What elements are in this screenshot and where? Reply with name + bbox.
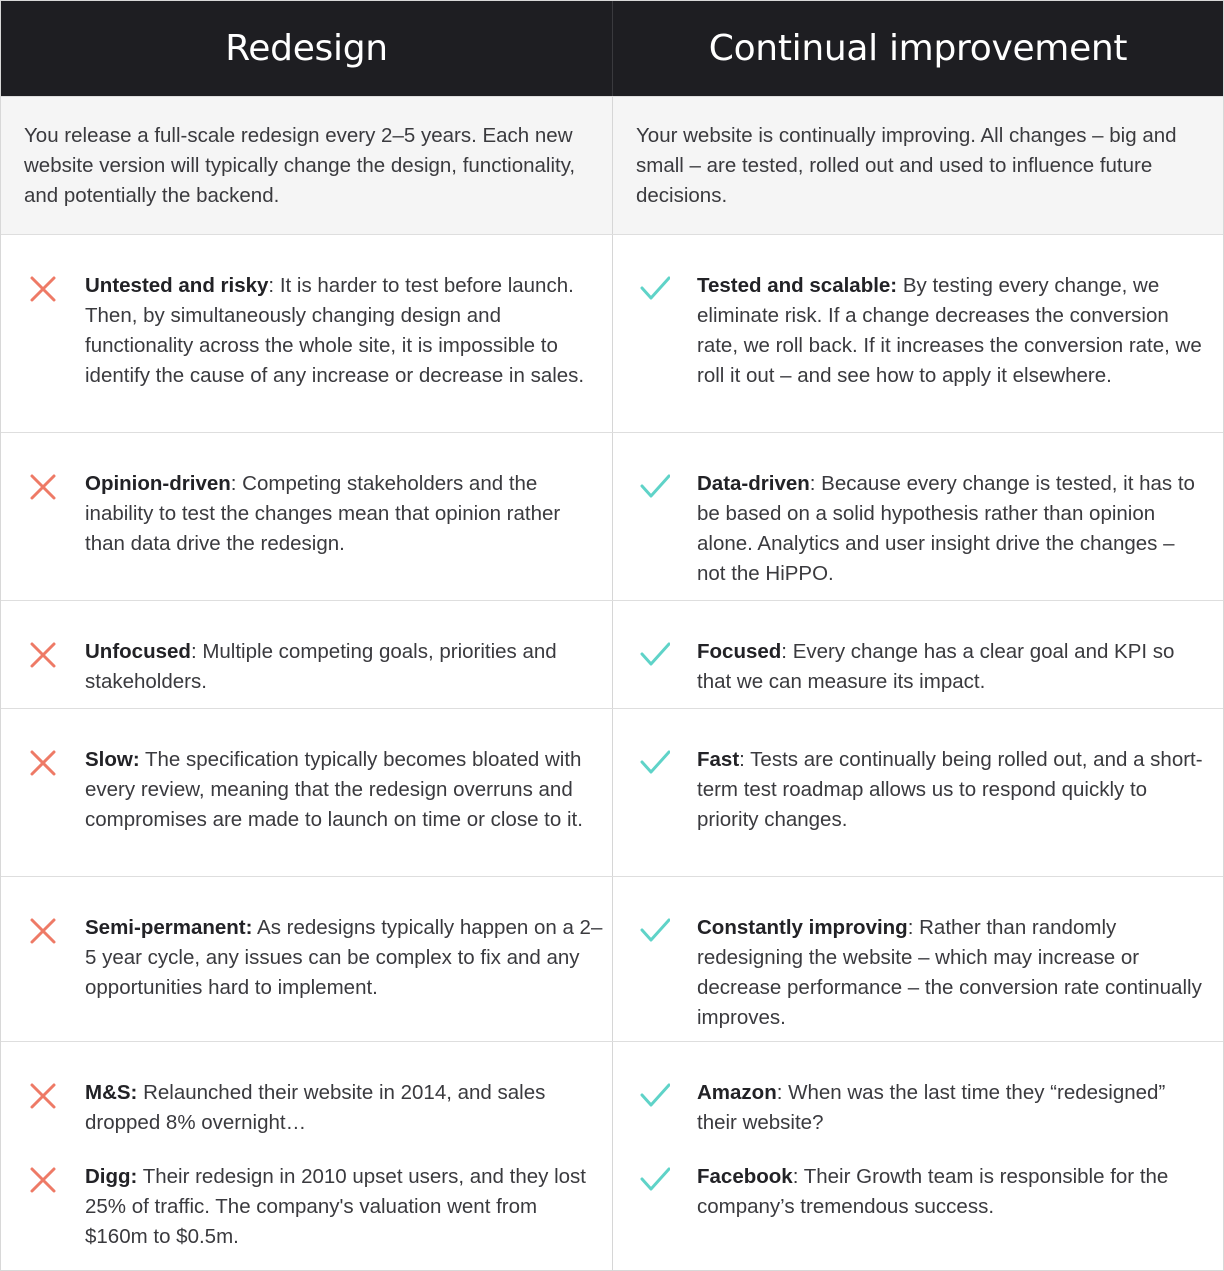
check-icon bbox=[640, 916, 670, 946]
table-header bbox=[1, 1, 1223, 96]
comparison-row bbox=[1, 433, 1223, 601]
continual-improvement-cell bbox=[613, 877, 1223, 1041]
intro-row bbox=[1, 96, 1223, 235]
continual-improvement-cell bbox=[613, 709, 1223, 876]
item-description: The specification typically becomes bloated with every review, meaning that the redesign overruns and compromises are made to launch on time or close to it. bbox=[85, 748, 583, 831]
intro-cell-redesign bbox=[1, 97, 613, 234]
redesign-cell bbox=[1, 709, 613, 876]
item-text bbox=[85, 271, 605, 391]
item-description: : Rather than randomly redesigning the website – which may increase or decrease performance – the conversion rate continually improves. bbox=[697, 916, 1202, 1029]
item-text bbox=[697, 1078, 1207, 1138]
item-term: M&S: bbox=[85, 1081, 138, 1104]
comparison-row bbox=[1, 235, 1223, 433]
item-term: Unfocused bbox=[85, 640, 191, 663]
item-term: Slow: bbox=[85, 748, 140, 771]
continual-improvement-cell bbox=[613, 1042, 1223, 1271]
check-icon bbox=[640, 640, 670, 670]
continual-improvement-cell bbox=[613, 433, 1223, 600]
comparison-row bbox=[1, 877, 1223, 1042]
redesign-cell bbox=[1, 1042, 613, 1271]
cross-icon bbox=[28, 1081, 58, 1111]
cross-icon bbox=[28, 472, 58, 502]
cross-icon bbox=[28, 1165, 58, 1195]
column-title-continual-improvement: Continual improvement bbox=[708, 28, 1128, 69]
redesign-cell bbox=[1, 433, 613, 600]
item-description: By testing every change, we eliminate risk. If a change decreases the conversion rate, we roll back. If it increases the conversion rate, we roll it out – and see how to apply it elsewhere. bbox=[697, 274, 1202, 387]
item-term: Constantly improving bbox=[697, 916, 908, 939]
item-description: : When was the last time they “redesigned” their website? bbox=[697, 1081, 1166, 1134]
item-text bbox=[697, 469, 1207, 589]
item-description: : Multiple competing goals, priorities and stakeholders. bbox=[85, 640, 557, 693]
item-text bbox=[697, 913, 1207, 1033]
item-text bbox=[697, 271, 1207, 391]
redesign-cell bbox=[1, 601, 613, 708]
item-text bbox=[85, 637, 605, 697]
item-term: Semi-permanent: bbox=[85, 916, 253, 939]
intro-text-continual-improvement: Your website is continually improving. All changes – big and small – are tested, rolled out and used to influence future decisions. bbox=[636, 124, 1177, 207]
item-term: Untested and risky bbox=[85, 274, 269, 297]
item-term: Fast bbox=[697, 748, 740, 771]
redesign-cell bbox=[1, 235, 613, 432]
check-icon bbox=[640, 274, 670, 304]
continual-improvement-cell bbox=[613, 235, 1223, 432]
check-icon bbox=[640, 1165, 670, 1195]
item-text bbox=[85, 469, 605, 559]
item-description: Their redesign in 2010 upset users, and they lost 25% of traffic. The company's valuation went from $160m to $0.5m. bbox=[85, 1165, 586, 1248]
item-term: Digg: bbox=[85, 1165, 138, 1188]
item-description: : Every change has a clear goal and KPI so that we can measure its impact. bbox=[697, 640, 1175, 693]
item-description: As redesigns typically happen on a 2–5 year cycle, any issues can be complex to fix and any opportunities hard to implement. bbox=[85, 916, 603, 999]
item-text bbox=[697, 745, 1207, 835]
item-term: Facebook bbox=[697, 1165, 793, 1188]
column-title-redesign: Redesign bbox=[225, 28, 388, 69]
item-text bbox=[85, 745, 605, 835]
cross-icon bbox=[28, 916, 58, 946]
item-term: Data-driven bbox=[697, 472, 810, 495]
item-text bbox=[85, 1162, 605, 1252]
continual-improvement-cell bbox=[613, 601, 1223, 708]
item-text bbox=[85, 1078, 605, 1138]
header-cell-continual-improvement bbox=[613, 1, 1223, 96]
comparison-row bbox=[1, 709, 1223, 877]
item-description: : Tests are continually being rolled out, and a short-term test roadmap allows us to respond quickly to priority changes. bbox=[697, 748, 1203, 831]
item-text bbox=[85, 913, 605, 1003]
item-text bbox=[697, 1162, 1207, 1222]
check-icon bbox=[640, 748, 670, 778]
header-cell-redesign bbox=[1, 1, 613, 96]
redesign-cell bbox=[1, 877, 613, 1041]
item-term: Opinion-driven bbox=[85, 472, 231, 495]
cross-icon bbox=[28, 748, 58, 778]
check-icon bbox=[640, 472, 670, 502]
check-icon bbox=[640, 1081, 670, 1111]
comparison-row bbox=[1, 1042, 1223, 1271]
item-text bbox=[697, 637, 1207, 697]
item-description: : Competing stakeholders and the inability to test the changes mean that opinion rather than data drive the redesign. bbox=[85, 472, 561, 555]
intro-text-redesign: You release a full-scale redesign every 2–5 years. Each new website version will typically change the design, functionality, and potentially the backend. bbox=[24, 124, 576, 207]
intro-cell-continual-improvement bbox=[613, 97, 1223, 234]
item-term: Focused bbox=[697, 640, 782, 663]
cross-icon bbox=[28, 274, 58, 304]
item-description: : Their Growth team is responsible for the company’s tremendous success. bbox=[697, 1165, 1169, 1218]
comparison-row bbox=[1, 601, 1223, 709]
item-description: : Because every change is tested, it has to be based on a solid hypothesis rather than opinion alone. Analytics and user insight drive the changes – not the HiPPO. bbox=[697, 472, 1195, 585]
item-description: Relaunched their website in 2014, and sales dropped 8% overnight… bbox=[85, 1081, 546, 1134]
item-term: Amazon bbox=[697, 1081, 777, 1104]
item-description: : It is harder to test before launch. Then, by simultaneously changing design and functionality across the whole site, it is impossible to identify the cause of any increase or decrease in sales. bbox=[85, 274, 585, 387]
cross-icon bbox=[28, 640, 58, 670]
item-term: Tested and scalable: bbox=[697, 274, 898, 297]
